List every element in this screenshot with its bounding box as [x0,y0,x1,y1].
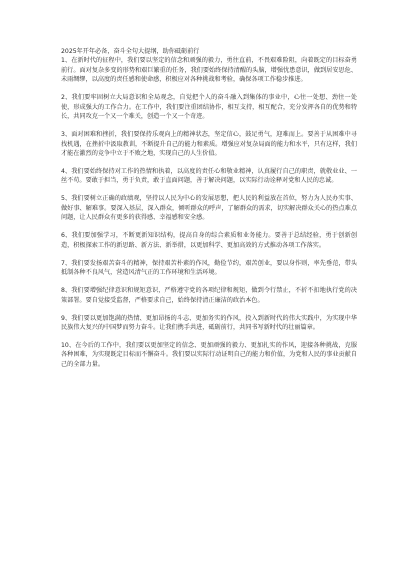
paragraph: 8、我们要增强纪律意识和规矩意识，严格遵守党的各项纪律和规矩，做到令行禁止，不折不扣地执行党的决策部署。要自觉接受监督，严格要求自己，始终保持清正廉洁的政治本色。 [61,287,357,304]
document-body [61,47,357,378]
paragraph: 10、在今后的工作中，我们要以更加坚定的信念、更加顽强的毅力、更加扎实的作风，迎接各种挑战，克服各种困难，为实现既定目标而不懈奋斗。我们要以实际行动证明自己的能力和价值，为党和人民的事业贡献自己的全部力量。 [61,341,357,368]
paragraph: 4、我们要始终保持对工作的热情和执着，以高度的责任心和敬业精神，认真履行自己的职责，就敬业业、一丝不苟。要敢于担当，勇于负责，敢于直面问题，善于解决问题，以实际行动诠释对党和人民的忠诚。 [61,168,357,185]
document-title: 2025年开年必备，奋斗全句大提纲，助你砥砺前行 [61,48,200,55]
paragraph: 3、面对困难和挫折，我们要保持乐观向上的精神状态，坚定信心，鼓足勇气，迎难而上。要善于从困难中寻找机遇，在挫折中汲取教训，不断提升自己的能力和素质。增强应对复杂局面的能力和水平，只有这样，我们才能在激烈的竞争中立于不败之地，实现自己的人生价值。 [61,131,357,158]
paragraph: 5、我们要树立正确的政绩观，坚持以人民为中心的发展思想，把人民的利益放在首位，努力为人民办实事、做好事、解难事。要深入基层，深入群众，倾听群众的呼声，了解群众的需求，切实解决群众关心的热点难点问题，让人民群众有更多的获得感、幸福感和安全感。 [61,195,357,222]
paragraph: 9、我们要以更加饱满的热情、更加昂扬的斗志、更加务实的作风，投入到新时代的伟大实践中，为实现中华民族伟大复兴的中国梦而努力奋斗。让我们携手共进，砥砺前行，共同书写新时代的壮丽篇章。 [61,314,357,331]
paragraph: 2、我们要牢固树立大局意识和全局观念，自觉把个人的奋斗融入到集体的事业中，心往一处想、劲往一处使，形成强大的工作合力。在工作中，我们要注重团结协作，相互支持，相互配合，充分发挥各自的优势和特长，共同攻克一个又一个难关，创造一个又一个奇迹。 [61,94,357,121]
paragraph: 6、我们要加强学习，不断更新知识结构，提高自身的综合素质和业务能力。要善于总结经验，勇于创新创造，积极探索工作的新思路、新方法、新举措，以更加科学、更加高效的方式推动各项工作落实。 [61,232,357,249]
paragraph: 7、我们要发扬艰苦奋斗的精神，保持艰苦朴素的作风，勤俭节约，艰苦创业，要以身作则，率先垂范，带头抵制各种不良风气，营造风清气正的工作环境和生活环境。 [61,259,357,277]
paragraph: 1、在新时代的征程中，我们要以坚定的信念和顽强的毅力，勇往直前，不畏艰难险阻，向着既定的目标奋勇前行。面对复杂多变的形势和艰巨繁重的任务，我们要始终保持清醒的头脑，增强忧患意识，做到居安思危、未雨绸缪，以高度的责任感和使命感，积极应对各种挑战和考验，确保各项工作稳步推进。 [61,57,357,84]
